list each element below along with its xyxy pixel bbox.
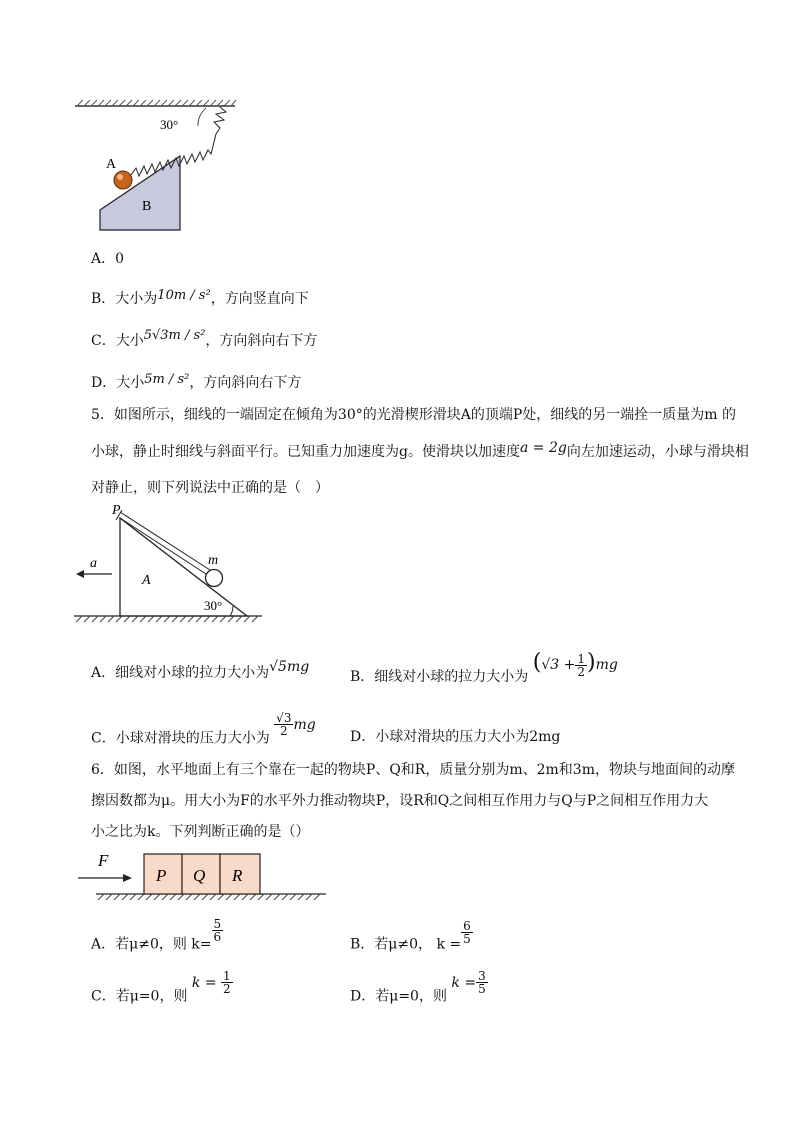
q5-option-c-frac <box>274 712 293 737</box>
q4-option-d-math: 5m / s² <box>144 372 190 387</box>
q5-option-b <box>350 650 618 690</box>
frac-num: 1 <box>577 651 585 666</box>
q5-option-c-text: C．小球对滑块的压力大小为 <box>91 730 270 747</box>
q4-option-b-text: B．大小为 <box>91 291 158 307</box>
q6-option-d-k: k = <box>451 974 477 991</box>
q4-option-d-text: D．大小 <box>91 375 145 391</box>
frac-den: 2 <box>577 664 585 679</box>
q5-option-c <box>91 711 316 751</box>
q4-option-b <box>91 288 309 308</box>
q6-stem-line1: 6．如图，水平地面上有三个靠在一起的物块P、Q和R，质量分别为m、2m和3m，物块与地面间的动摩 <box>91 762 735 778</box>
ball-a <box>114 171 132 189</box>
q6-option-c <box>91 969 233 1009</box>
q5-figure <box>72 498 272 628</box>
q6-option-a-frac <box>212 918 224 943</box>
q5-option-b-frac <box>575 653 587 678</box>
q6-option-b-text: B．若μ≠0， k = <box>350 936 462 953</box>
frac-num: 3 <box>478 969 486 983</box>
frac-den: 2 <box>223 982 231 996</box>
q4-option-b-math: 10m / s² <box>157 288 211 303</box>
q6-label-p: P <box>156 866 167 885</box>
q6-option-d <box>350 969 488 1009</box>
label-a: A <box>106 157 117 172</box>
q4-figure <box>70 98 270 238</box>
q6-label-r: R <box>232 866 243 885</box>
frac-num: 6 <box>463 919 471 933</box>
q6-option-c-frac <box>221 970 233 995</box>
frac-den: 5 <box>463 932 471 946</box>
q6-label-f: F <box>98 851 109 870</box>
q5-option-c-mg: mg <box>293 716 316 733</box>
q6-option-a-text: A．若μ≠0，则 k= <box>91 936 212 953</box>
q6-option-d-text: D．若μ=0，则 <box>350 988 447 1005</box>
frac-den: 2 <box>279 724 288 738</box>
q5-accel-math: a = 2g <box>519 440 567 456</box>
q5-option-b-math: (√3 + $\frac{1}{2}$ )mg <box>532 650 618 679</box>
frac-den: 6 <box>213 930 222 944</box>
q6-option-c-text: C．若μ=0，则 <box>91 988 188 1005</box>
frac-num: √3 <box>276 711 292 725</box>
frac-den: 5 <box>478 982 486 996</box>
q4-angle-label: 30° <box>160 117 179 132</box>
q6-stem-line3: 小之比为k。下列判断正确的是（） <box>91 824 310 840</box>
q5-label-a: a <box>90 556 97 571</box>
q6-option-b <box>350 919 473 957</box>
q4-option-c <box>91 330 317 350</box>
q5-option-b-text: B．细线对小球的拉力大小为 <box>350 669 529 685</box>
q5-option-a-math: √5mg <box>269 659 310 675</box>
q5-label-angle: 30° <box>204 598 223 613</box>
q5-label-p: P <box>112 503 121 518</box>
q6-option-b-frac <box>461 920 473 945</box>
q4-option-c-direction: ，方向斜向右下方 <box>205 333 318 349</box>
q5-option-b-mg: mg <box>595 657 618 673</box>
q5-stem-line2-text: 小球，静止时细线与斜面平行。已知重力加速度为g。使滑块以加速度 <box>91 444 520 460</box>
q5-stem-line2 <box>91 442 749 462</box>
q5-option-a-text: A．细线对小球的拉力大小为 <box>91 665 270 681</box>
q5-option-d: D．小球对滑块的压力大小为2mg <box>350 729 561 745</box>
frac-num: 1 <box>223 969 231 983</box>
frac-num: 5 <box>213 917 222 931</box>
q4-option-c-math: 5√3m / s² <box>143 328 206 343</box>
q4-option-a: A．0 <box>91 251 125 267</box>
q5-option-b-sqrt: √3 + <box>541 657 576 673</box>
q5-stem-line1: 5．如图所示，细线的一端固定在倾角为30°的光滑楔形滑块A的顶端P处，细线的另一端拴一质量为m 的 <box>91 407 736 423</box>
wedge-a <box>120 518 247 616</box>
q6-label-q: Q <box>193 866 206 885</box>
q5-option-c-math <box>274 711 316 738</box>
q6-option-c-k: k = <box>191 974 217 991</box>
q5-label-m: m <box>208 553 219 568</box>
q5-stem-line2-tail: 向左加速运动，小球与滑块相 <box>566 444 749 460</box>
q4-option-c-text: C．大小 <box>91 333 144 349</box>
q5-label-block: A <box>142 573 151 588</box>
label-b: B <box>142 199 152 214</box>
q6-option-d-frac <box>476 970 488 995</box>
q4-option-b-direction: ，方向竖直向下 <box>210 291 309 307</box>
ball-m <box>206 570 223 587</box>
q4-option-d <box>91 372 301 392</box>
q6-stem-line2: 擦因数都为μ。用大小为F的水平外力推动物块P，设R和Q之间相互作用力与Q与P之间相互作用力大 <box>91 793 709 809</box>
q4-option-d-direction: ，方向斜向右下方 <box>189 375 302 391</box>
q6-figure <box>74 848 344 908</box>
q5-stem-line3: 对静止，则下列说法中正确的是（ ） <box>91 480 329 496</box>
q6-option-a <box>91 917 223 957</box>
q5-option-a <box>91 659 310 682</box>
spring <box>131 107 226 176</box>
